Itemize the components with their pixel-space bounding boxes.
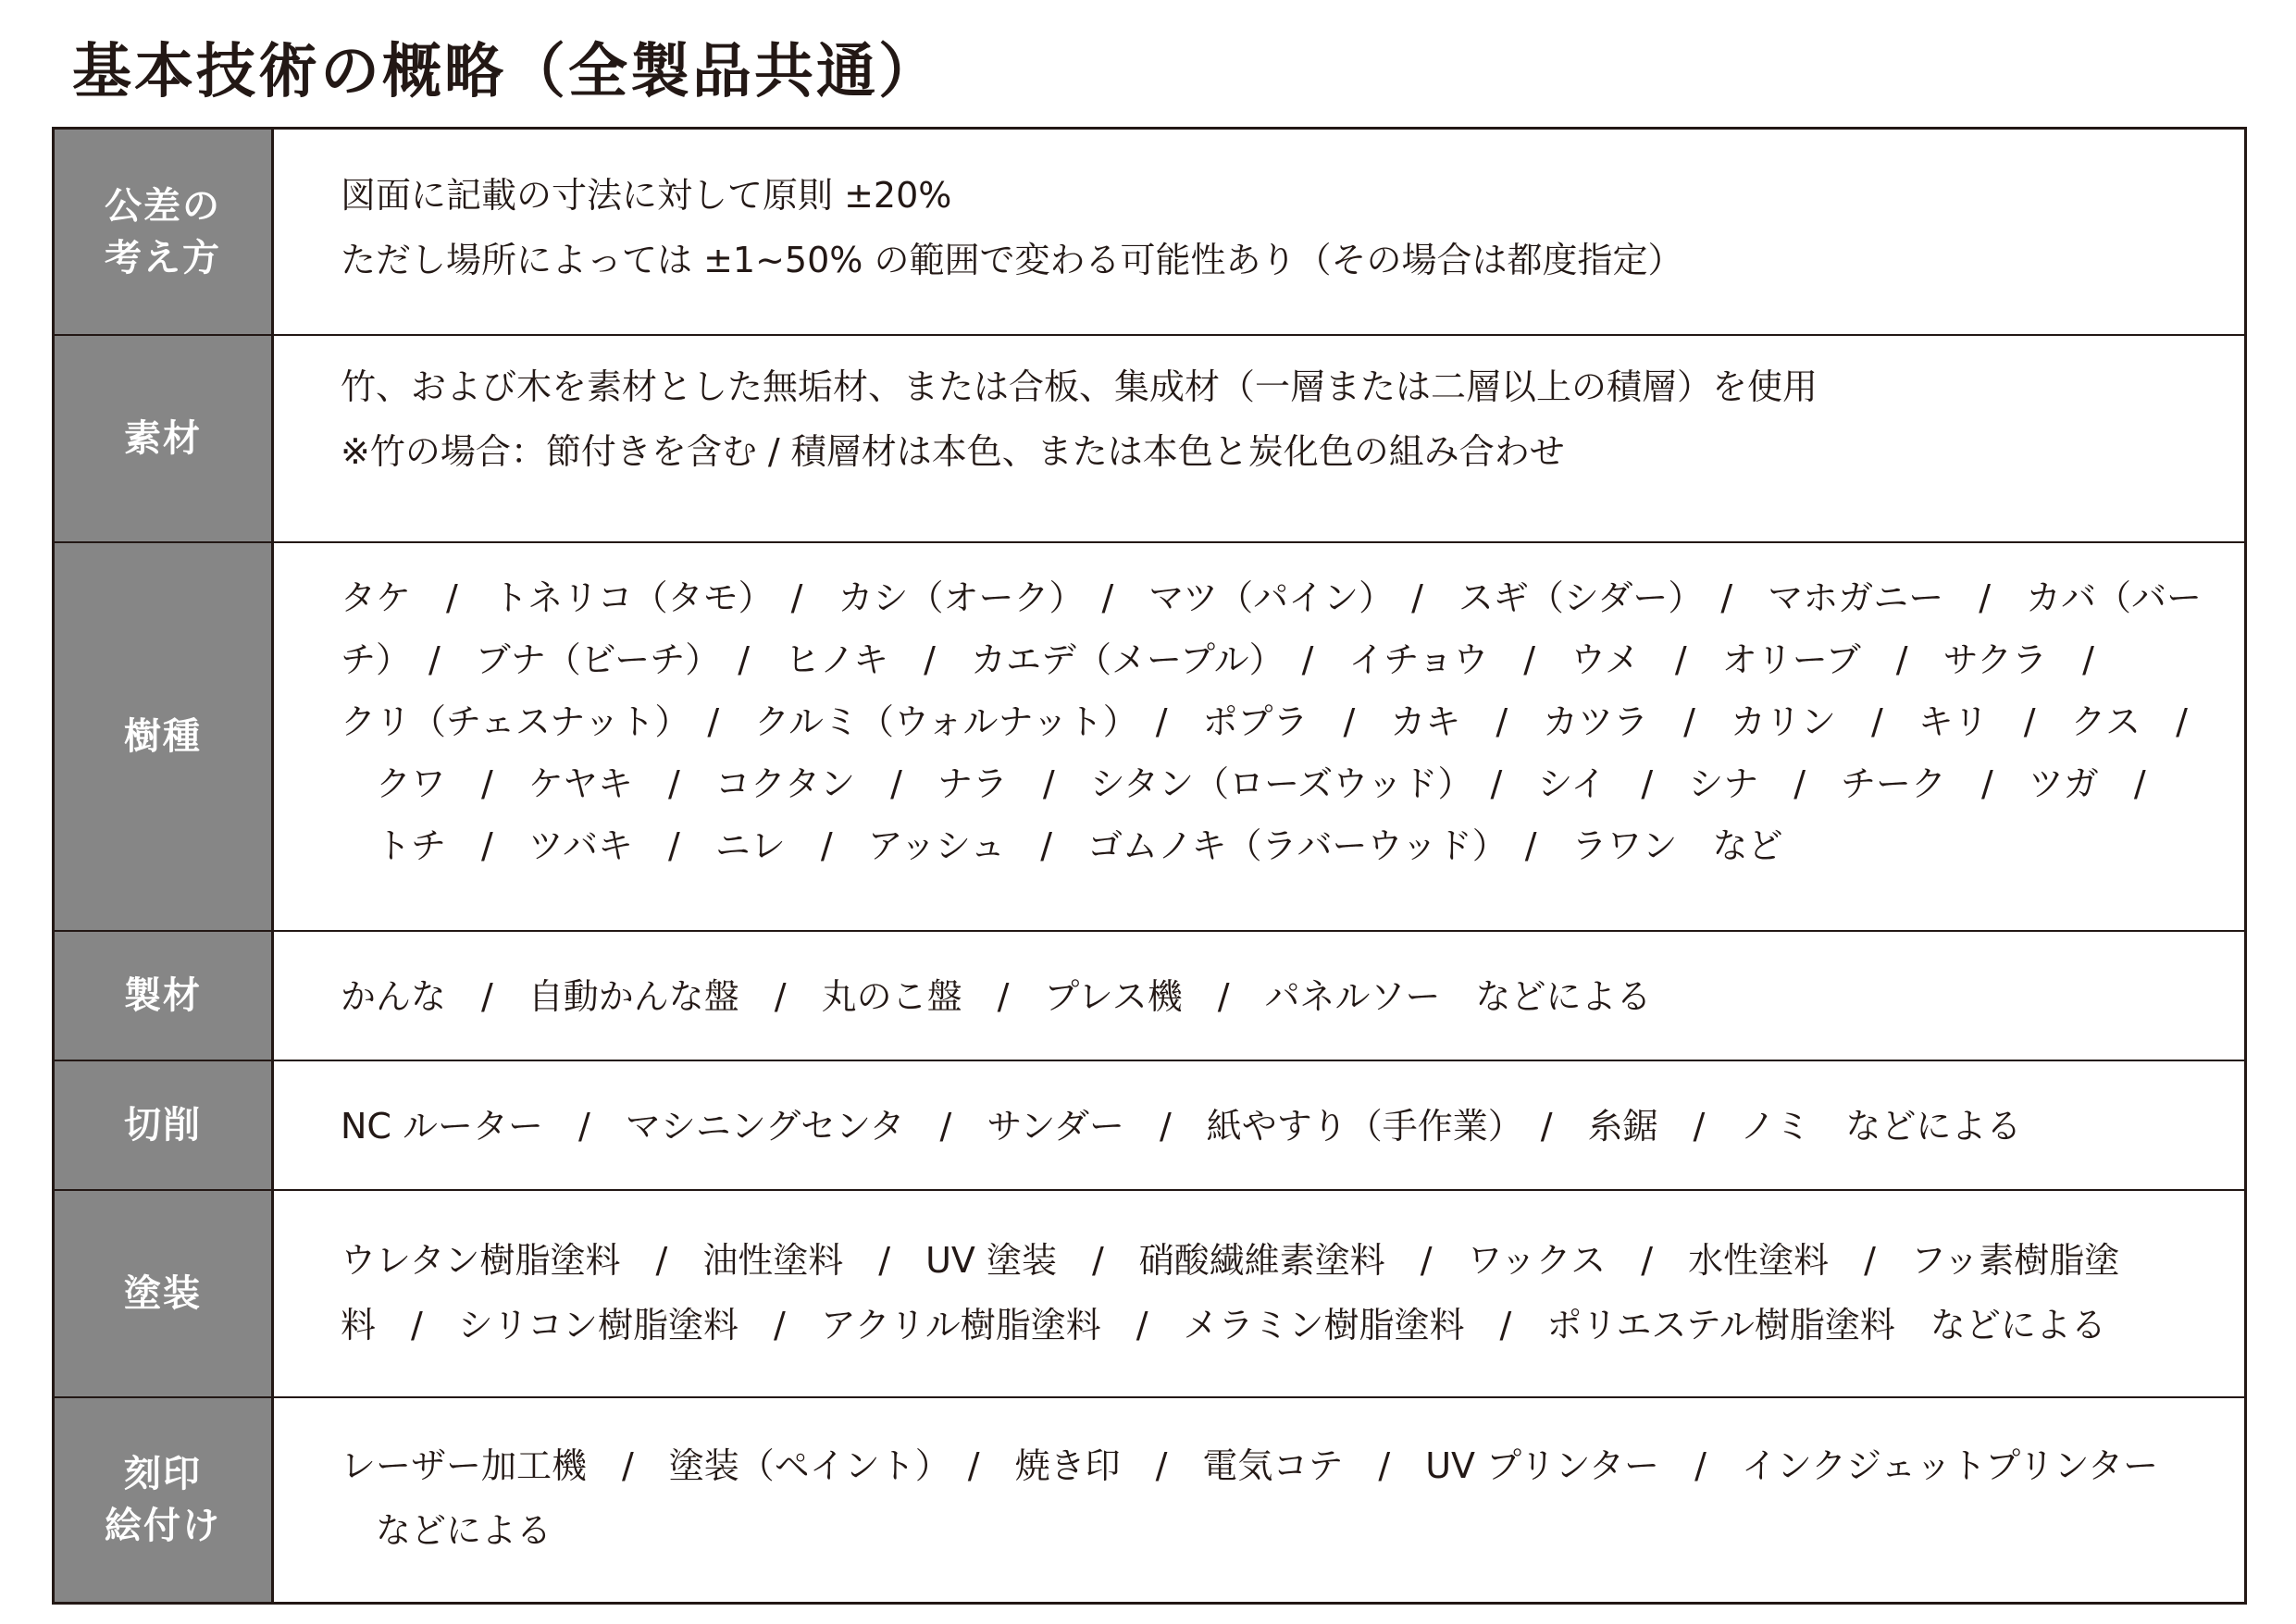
row-text-line: 料 / シリコン樹脂塗料 / アクリル樹脂塗料 / メラミン樹脂塗料 / ポリエステル樹脂塗料 などによる	[341, 1305, 2106, 1345]
row-body-cutting	[274, 1061, 2244, 1189]
row-text-line: クリ（チェスナット） / クルミ（ウォルナット） / ポプラ / カキ / カツラ / カリン / キリ / クス /	[341, 701, 2188, 742]
table-row-cutting	[55, 1060, 2244, 1189]
row-label-tolerance: 公差の 考え方	[105, 184, 221, 279]
table-row-tolerance	[55, 130, 2244, 334]
row-text-line: クワ / ケヤキ / コクタン / ナラ / シタン（ローズウッド） / シイ / シナ / チーク / ツガ /	[341, 763, 2146, 804]
row-label-cell	[55, 1191, 274, 1396]
table-row-coating	[55, 1189, 2244, 1396]
row-label-coating: 塗装	[124, 1272, 202, 1315]
row-label-cell	[55, 1061, 274, 1189]
row-text-line: チ） / ブナ（ビーチ） / ヒノキ / カエデ（メープル） / イチョウ / ウメ / オリーブ / サクラ /	[341, 639, 2094, 680]
row-label-cell	[55, 336, 274, 541]
row-body-wood-species	[274, 543, 2244, 930]
table-row-lumber	[55, 930, 2244, 1060]
row-text-line: トチ / ツバキ / ニレ / アッシュ / ゴムノキ（ラバーウッド） / ラワン など	[341, 825, 1783, 866]
row-label-lumber: 製材	[124, 974, 202, 1017]
table-row-material	[55, 334, 2244, 541]
page-title: 基本技術の概略（全製品共通）	[72, 38, 940, 106]
row-text-line: ウレタン樹脂塗料 / 油性塗料 / UV 塗装 / 硝酸繊維素塗料 / ワックス / 水性塗料 / フッ素樹脂塗	[341, 1240, 2120, 1281]
row-body-lumber	[274, 932, 2244, 1060]
row-body-coating	[274, 1191, 2244, 1396]
row-text-line: ※竹の場合：節付きを含む / 積層材は本色、または本色と炭化色の組み合わせ	[341, 431, 1565, 472]
row-text-line: ただし場所によっては ±1~50% の範囲で変わる可能性あり（その場合は都度指定）	[341, 240, 1683, 280]
row-text-line: NC ルーター / マシニングセンタ / サンダー / 紙やすり（手作業） / 糸鋸 / ノミ などによる	[341, 1106, 2022, 1147]
row-label-wood-species: 樹種	[124, 715, 202, 758]
row-text-line: などによる	[341, 1510, 552, 1551]
row-body-tolerance	[274, 130, 2244, 334]
row-label-cell	[55, 543, 274, 930]
row-text-line: タケ / トネリコ（タモ） / カシ（オーク） / マツ（パイン） / スギ（シダー） / マホガニー / カバ（バー	[341, 577, 2203, 618]
row-label-cell	[55, 1398, 274, 1602]
row-label-engraving: 刻印 絵付け	[105, 1453, 221, 1547]
table-row-wood-species	[55, 541, 2244, 930]
row-text-line: 竹、および木を素材とした無垢材、または合板、集成材（一層または二層以上の積層）を使用	[341, 366, 1818, 407]
row-text-line: レーザー加工機 / 塗装（ペイント） / 焼き印 / 電気コテ / UV プリンター / インクジェットプリンター	[341, 1445, 2159, 1486]
spec-table	[52, 127, 2247, 1605]
row-label-material: 素材	[124, 417, 202, 460]
table-row-engraving	[55, 1396, 2244, 1602]
row-label-cutting: 切削	[124, 1104, 202, 1147]
row-body-engraving	[274, 1398, 2244, 1602]
row-label-cell	[55, 932, 274, 1060]
row-text-line: 図面に記載の寸法に対して原則 ±20%	[341, 175, 952, 216]
row-text-line: かんな / 自動かんな盤 / 丸のこ盤 / プレス機 / パネルソー などによる	[341, 976, 1652, 1017]
row-label-cell	[55, 130, 274, 334]
row-body-material	[274, 336, 2244, 541]
